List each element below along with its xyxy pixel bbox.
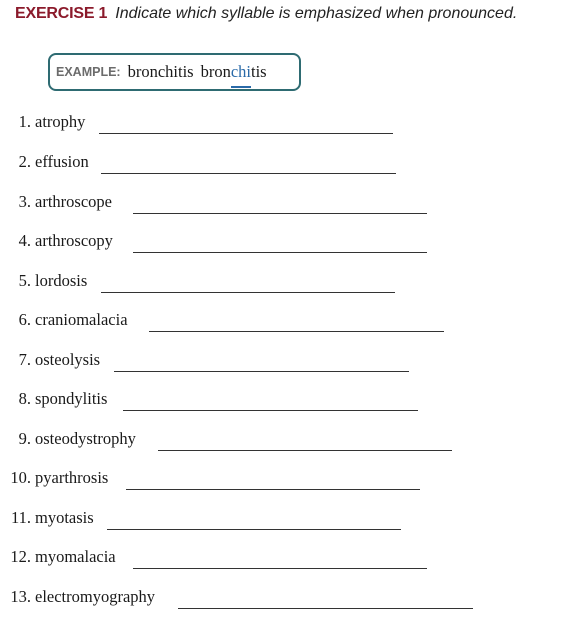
exercise-label: EXERCISE 1 [15,5,108,22]
answer-blank-line[interactable] [133,213,427,214]
item-number: 12. [10,547,31,566]
example-answer-before: bron [200,62,231,81]
item-number: 1. [18,112,31,131]
item-number: 13. [10,587,31,606]
answer-blank-line[interactable] [158,450,452,451]
item-term: osteolysis [35,350,101,369]
exercise-item-text [0,389,107,409]
answer-blank-line[interactable] [101,292,395,293]
answer-blank-line[interactable] [101,173,396,174]
exercise-item-text [0,310,128,330]
exercise-item-text [0,152,89,172]
exercise-item-text [0,112,85,132]
item-term: craniomalacia [35,310,128,329]
answer-blank-line[interactable] [123,410,418,411]
answer-blank-line[interactable] [126,489,420,490]
answer-blank-line[interactable] [99,133,393,134]
example-answer-after: tis [251,62,267,81]
item-number: 10. [10,468,31,487]
item-term: atrophy [35,112,86,131]
exercise-item-text [0,508,94,528]
answer-blank-line[interactable] [133,568,427,569]
item-term: electromyography [35,587,156,606]
exercise-item-text [0,350,100,370]
exercise-item-text [0,231,113,251]
exercise-item-text [0,468,108,488]
item-number: 4. [18,231,31,250]
example-label: EXAMPLE: [56,65,121,79]
item-number: 7. [18,350,31,369]
answer-blank-line[interactable] [107,529,401,530]
item-number: 5. [18,271,31,290]
exercise-instruction: Indicate which syllable is emphasized when pronounced. [115,5,518,22]
example-box [48,53,301,91]
exercise-item-text [0,547,116,567]
item-term: spondylitis [35,389,108,408]
answer-blank-line[interactable] [133,252,427,253]
item-term: pyarthrosis [35,468,109,487]
example-answer [201,62,267,82]
item-number: 9. [18,429,31,448]
item-term: effusion [35,152,89,171]
exercise-item-text [0,429,136,449]
answer-blank-line[interactable] [178,608,473,609]
exercise-item-text [0,587,155,607]
item-term: lordosis [35,271,88,290]
exercise-item-text [0,271,87,291]
exercise-item-text [0,192,112,212]
exercise-header [15,5,517,23]
item-term: osteodystrophy [35,429,136,448]
item-term: arthroscope [35,192,112,211]
item-term: myomalacia [35,547,116,566]
example-word: bronchitis [127,62,194,81]
answer-blank-line[interactable] [149,331,444,332]
item-number: 6. [18,310,31,329]
item-term: arthroscopy [35,231,113,250]
example-emphasized-syllable: chi [230,62,252,81]
answer-blank-line[interactable] [114,371,409,372]
item-number: 8. [18,389,31,408]
item-number: 3. [18,192,31,211]
item-number: 2. [18,152,31,171]
item-term: myotasis [35,508,94,527]
item-number: 11. [10,508,31,527]
